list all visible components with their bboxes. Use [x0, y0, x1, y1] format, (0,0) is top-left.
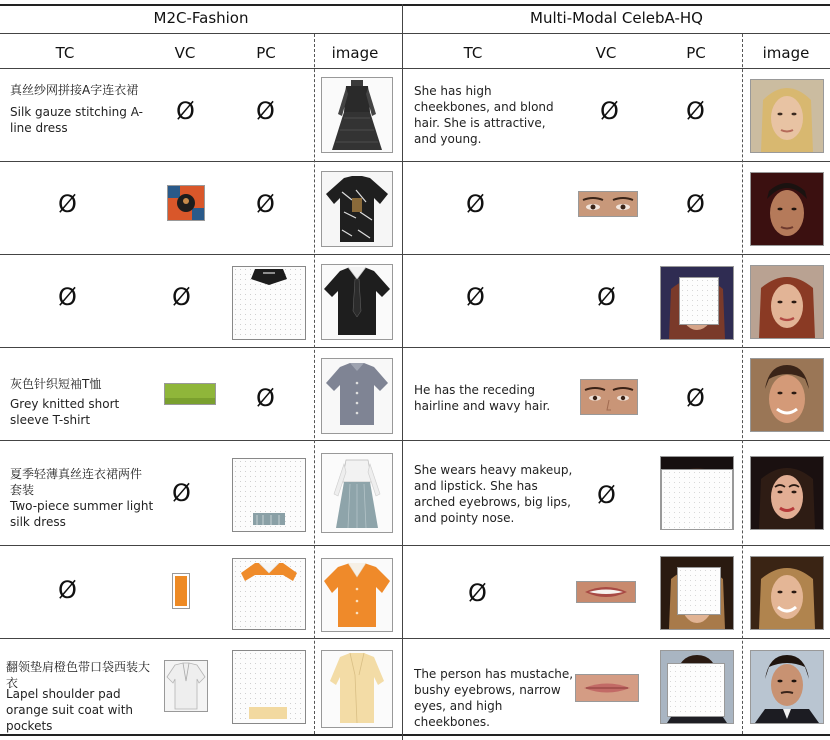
celeba-tc-header: TC	[463, 44, 483, 62]
fashion-image-orange-blouse	[321, 558, 393, 632]
celeba-tc-empty: Ø	[466, 190, 485, 218]
celeba-pc-header: PC	[686, 44, 706, 62]
row-rule-2	[0, 254, 830, 255]
celeba-pc-mask	[667, 663, 725, 717]
fashion-image-black-lace-dress	[321, 77, 393, 153]
celeba-vc-eyes-patch	[580, 379, 638, 415]
table-top-rule	[0, 4, 830, 6]
fashion-pc-partial-shirt	[232, 266, 306, 340]
fashion-tc-header: TC	[55, 44, 75, 62]
row-rule-3	[0, 347, 830, 348]
celeba-tc: He has the receding hairline and wavy hair.	[414, 383, 551, 413]
fashion-tc-en: Two-piece summer light silk dress	[10, 499, 154, 529]
celeba-pc-partial-face	[660, 650, 734, 724]
fashion-image-header: image	[331, 44, 379, 62]
fashion-image-beige-coat	[321, 650, 393, 728]
celeba-image-face-smiling-man	[750, 358, 824, 432]
fashion-vc-empty: Ø	[172, 283, 191, 311]
celeba-image-face-makeup-woman	[750, 456, 824, 530]
fashion-vc-empty: Ø	[176, 97, 195, 125]
fashion-pc-partial-coat	[232, 650, 306, 724]
row-rule-6	[0, 638, 830, 639]
celeba-vc-header: VC	[595, 44, 617, 62]
row-rule-4	[0, 440, 830, 441]
fashion-pc-partial-orange	[232, 558, 306, 630]
fashion-pc-partial-dress	[232, 458, 306, 532]
fashion-image-col-divider	[314, 34, 315, 734]
celeba-pc-empty: Ø	[686, 97, 705, 125]
celeba-pc-empty: Ø	[686, 190, 705, 218]
celeba-vc-mouth-patch	[575, 674, 639, 702]
celeba-pc-partial-face	[660, 266, 734, 340]
celeba-image-face-auburn-woman	[750, 265, 824, 339]
dataset-header-rule	[0, 33, 830, 34]
fashion-pc-header: PC	[256, 44, 276, 62]
fashion-vc-header: VC	[174, 44, 196, 62]
fashion-tc-zh: 夏季轻薄真丝连衣裙两件套装	[10, 467, 143, 497]
fashion-tc-zh: 真丝纱网拼接A字连衣裙	[10, 83, 139, 97]
celeba-pc-mask	[661, 469, 733, 530]
fashion-dataset-title: M2C-Fashion	[153, 9, 249, 27]
fashion-vc-patch-orange	[172, 573, 190, 609]
dataset-divider	[402, 4, 403, 740]
fashion-vc-patch-pattern	[167, 185, 205, 221]
fashion-vc-empty: Ø	[172, 479, 191, 507]
celeba-pc-mask	[677, 567, 721, 615]
fashion-tc-empty: Ø	[58, 576, 77, 604]
celeba-image-header: image	[762, 44, 810, 62]
celeba-image-face-smiling-woman	[750, 556, 824, 630]
celeba-tc: She wears heavy makeup, and lipstick. She has arched eyebrows, big lips, and pointy nose.	[414, 463, 573, 525]
row-rule-1	[0, 161, 830, 162]
celeba-vc-empty: Ø	[600, 97, 619, 125]
celeba-dataset-title: Multi-Modal CelebA-HQ	[530, 9, 703, 27]
celeba-vc-eyes-patch	[578, 191, 638, 217]
celeba-tc-empty: Ø	[466, 283, 485, 311]
celeba-vc-empty: Ø	[597, 283, 616, 311]
fashion-tc-zh: 灰色针织短袖T恤	[10, 377, 102, 391]
celeba-vc-empty: Ø	[597, 481, 616, 509]
celeba-image-face-blonde-woman	[750, 79, 824, 153]
celeba-tc: The person has mustache, bushy eyebrows, narrow eyes, and high cheekbones.	[414, 667, 574, 729]
fashion-pc-empty: Ø	[256, 384, 275, 412]
fashion-pc-empty: Ø	[256, 97, 275, 125]
celeba-pc-empty: Ø	[686, 384, 705, 412]
celeba-tc: She has high cheekbones, and blond hair. She is attractive, and young.	[414, 84, 554, 146]
celeba-image-face-man-suit	[750, 650, 824, 724]
fashion-tc-en: Lapel shoulder pad orange suit coat with pockets	[6, 687, 134, 733]
fashion-tc-zh: 翻领垫肩橙色带口袋西装大衣	[6, 660, 151, 690]
fashion-image-two-piece-dress	[321, 453, 393, 533]
celeba-vc-mouth-patch	[576, 581, 636, 603]
fashion-tc-empty: Ø	[58, 190, 77, 218]
fashion-image-grey-knit-tshirt	[321, 358, 393, 434]
celeba-image-face-man-dark	[750, 172, 824, 246]
fashion-pc-empty: Ø	[256, 190, 275, 218]
fashion-tc-empty: Ø	[58, 283, 77, 311]
fashion-vc-patch-green	[164, 383, 216, 405]
fashion-image-black-shirt-tie	[321, 264, 393, 340]
table-bottom-rule	[0, 734, 830, 736]
fashion-tc-en: Silk gauze stitching A-line dress	[10, 105, 143, 135]
fashion-vc-patch-coat	[164, 660, 208, 712]
row-rule-5	[0, 545, 830, 546]
column-header-rule	[0, 68, 830, 69]
celeba-pc-partial-face	[660, 556, 734, 630]
fashion-image-patterned-shirt	[321, 171, 393, 247]
celeba-image-col-divider	[742, 34, 743, 734]
celeba-tc-empty: Ø	[468, 579, 487, 607]
celeba-pc-partial-face	[660, 456, 734, 530]
celeba-pc-mask	[679, 277, 719, 325]
fashion-tc-en: Grey knitted short sleeve T-shirt	[10, 397, 120, 427]
